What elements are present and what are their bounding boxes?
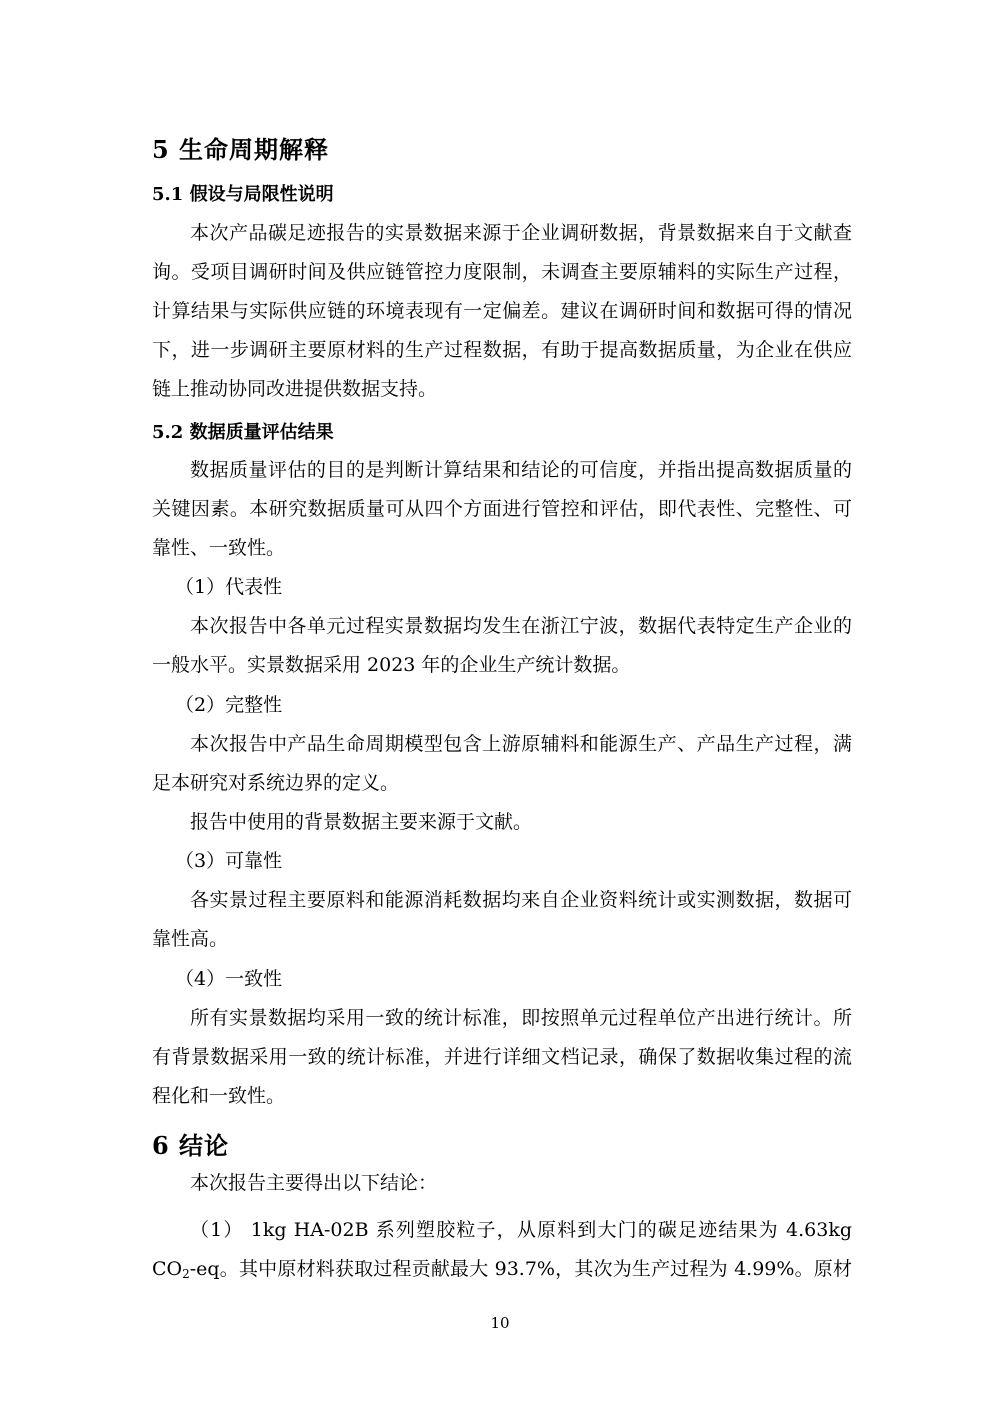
conclusion-item-1-line-2 xyxy=(152,1250,852,1289)
page-number: 10 xyxy=(490,1314,510,1332)
item-completeness-text-2: 报告中使用的背景数据主要来源于文献。 xyxy=(190,811,533,833)
item-reliability-text: 各实景过程主要原料和能源消耗数据均来自企业资料统计或实测数据，数据可靠性高。 xyxy=(152,889,852,950)
item-representativeness-title: （1）代表性 xyxy=(175,576,283,598)
item-representativeness-text: 本次报告中各单元过程实景数据均发生在浙江宁波，数据代表特定生产企业的一般水平。实景数据采用 2023 年的企业生产统计数据。 xyxy=(152,615,852,676)
item-consistency-text: 所有实景数据均采用一致的统计标准，即按照单元过程单位产出进行统计。所有背景数据采用一致的统计标准，并进行详细文档记录，确保了数据收集过程的流程化和一致性。 xyxy=(152,1007,852,1107)
item-completeness-title: （2）完整性 xyxy=(175,694,283,716)
section-5-2-intro: 数据质量评估的目的是判断计算结果和结论的可信度，并指出提高数据质量的关键因素。本研究数据质量可从四个方面进行管控和评估，即代表性、完整性、可靠性、一致性。 xyxy=(152,459,852,559)
conclusion-item-1-rest: -eq。其中原材料获取过程贡献最大 93.7%，其次为生产过程为 4.99%。原材 xyxy=(189,1258,852,1280)
item-reliability-title: （3）可靠性 xyxy=(175,850,283,872)
section-5-1-heading: 5.1 假设与局限性说明 xyxy=(152,184,334,205)
section-6-heading: 6 结论 xyxy=(152,1131,230,1160)
item-consistency-title: （4）一致性 xyxy=(175,968,283,990)
section-6-intro: 本次报告主要得出以下结论： xyxy=(190,1172,438,1194)
conclusion-item-1-line-1: （1） 1kg HA-02B 系列塑胶粒子，从原料到大门的碳足迹结果为 4.63kg xyxy=(190,1219,852,1241)
section-5-1-paragraph: 本次产品碳足迹报告的实景数据来源于企业调研数据，背景数据来自于文献查询。受项目调研时间及供应链管控力度限制，未调查主要原辅料的实际生产过程，计算结果与实际供应链的环境表现有一定偏差。建议在调研时间和数据可得的情况下，进一步调研主要原材料的生产过程数据，有助于提高数据质量，为企业在供应链上推动协同改进提供数据支持。 xyxy=(152,222,852,400)
co2-label: $CO_2$ xyxy=(152,1258,190,1281)
section-5-heading: 5 生命周期解释 xyxy=(152,135,330,164)
item-completeness-text: 本次报告中产品生命周期模型包含上游原辅料和能源生产、产品生产过程，满足本研究对系统边界的定义。 xyxy=(152,733,852,794)
section-5-2-heading: 5.2 数据质量评估结果 xyxy=(152,422,334,443)
